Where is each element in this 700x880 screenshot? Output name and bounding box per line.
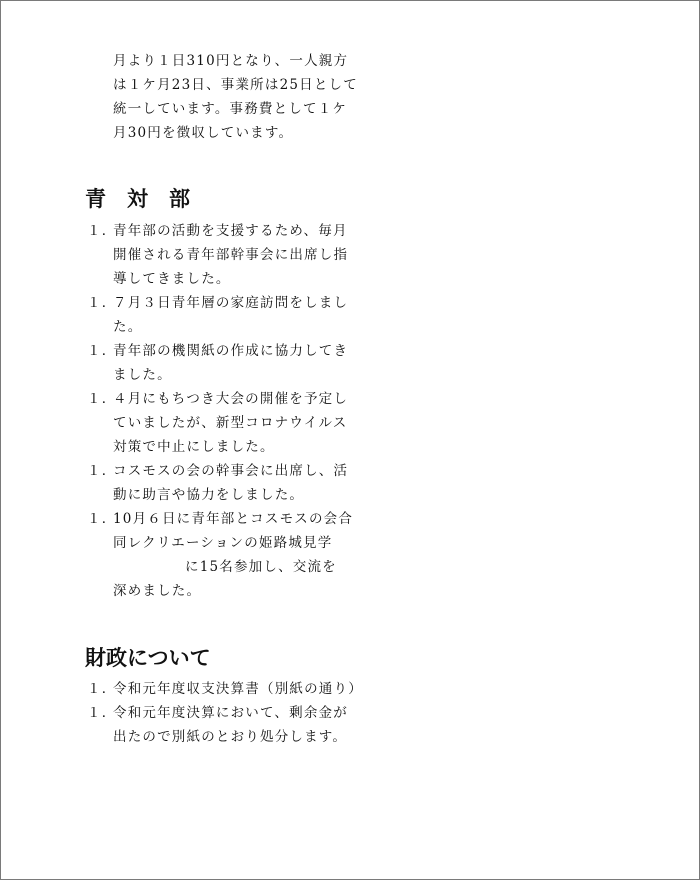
item-line: 導してきました。 — [113, 271, 231, 287]
intro-line: 月より１日310円となり、一人親方 — [113, 53, 349, 69]
item-line: た。 — [113, 319, 143, 335]
item-line: 開催される青年部幹事会に出席し指 — [113, 247, 349, 263]
finance-section-heading: 財政について — [85, 646, 211, 670]
item-line: に15名参加し、交流を — [185, 559, 337, 575]
item-line: 出たので別紙のとおり処分します。 — [113, 729, 348, 745]
item-line: 深めました。 — [113, 583, 202, 599]
item-marker: １． — [87, 463, 117, 479]
item-marker: １． — [87, 295, 117, 311]
item-line: 10月６日に青年部とコスモスの会合 — [113, 511, 354, 527]
item-line: ました。 — [113, 367, 172, 383]
item-line: 同レクリエーションの姫路城見学 — [113, 535, 333, 551]
item-line: コスモスの会の幹事会に出席し、活 — [113, 463, 349, 479]
item-marker: １． — [87, 705, 117, 721]
item-marker: １． — [87, 343, 117, 359]
item-line: ４月にもちつき大会の開催を予定し — [113, 391, 349, 407]
intro-line: 月30円を徴収しています。 — [113, 125, 294, 141]
item-marker: １． — [87, 681, 117, 697]
item-line: ７月３日青年層の家庭訪問をしまし — [113, 295, 349, 311]
item-line: 令和元年度決算において、剰余金が — [113, 705, 348, 721]
item-marker: １． — [87, 511, 117, 527]
item-line: 青年部の機関紙の作成に協力してき — [113, 343, 349, 359]
item-line: 対策で中止にしました。 — [113, 439, 275, 455]
item-marker: １． — [87, 391, 117, 407]
item-line: 動に助言や協力をしました。 — [113, 487, 305, 503]
intro-line: は１ケ月23日、事業所は25日として — [113, 77, 358, 93]
item-line: ていましたが、新型コロナウイルス — [113, 415, 348, 431]
item-marker: １． — [87, 223, 117, 239]
item-line: 令和元年度収支決算書（別紙の通り） — [113, 681, 363, 697]
youth-section-heading: 青 対 部 — [85, 187, 190, 211]
intro-line: 統一しています。事務費として１ケ — [113, 101, 348, 117]
item-line: 青年部の活動を支援するため、毎月 — [113, 223, 348, 239]
